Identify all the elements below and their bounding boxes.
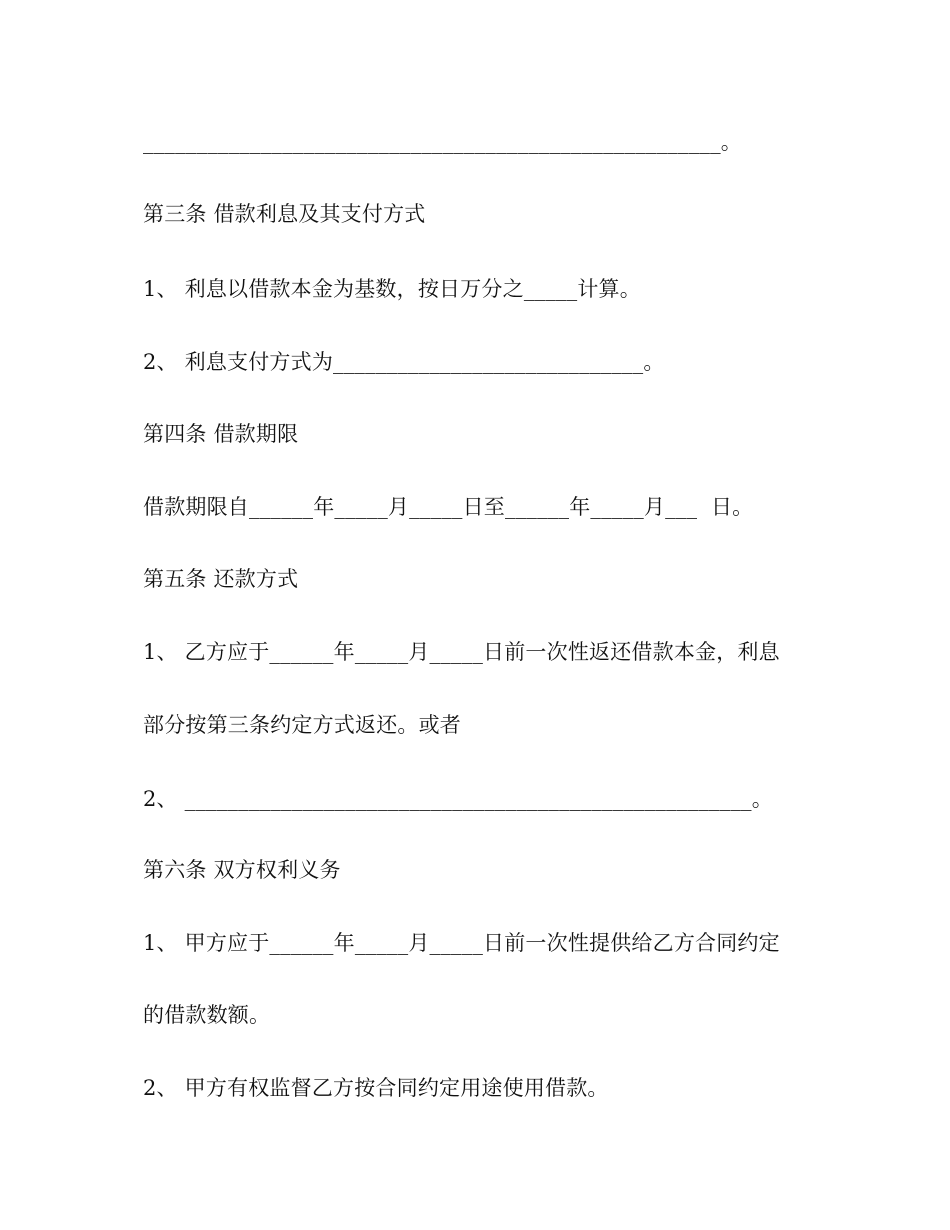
article-3-heading: 第三条 借款利息及其支付方式: [143, 202, 426, 226]
article-3-item-2: 2、 利息支付方式为_____________________________。: [143, 350, 665, 374]
article-5-item-2: 2、 _____________________________________________________。: [143, 787, 773, 811]
article-5-heading: 第五条 还款方式: [143, 567, 299, 591]
article-6-item-1: 1、 甲方应于______年_____月_____日前一次性提供给乙方合同约定: [143, 931, 780, 955]
blank-line-continuation: ______________________________________________________。: [143, 130, 742, 154]
article-5-item-1-cont: 部分按第三条约定方式返还。或者: [143, 713, 461, 737]
article-5-item-1: 1、 乙方应于______年_____月_____日前一次性返还借款本金，利息: [143, 640, 780, 664]
article-6-heading: 第六条 双方权利义务: [143, 858, 341, 882]
article-4-heading: 第四条 借款期限: [143, 422, 299, 446]
article-4-term: 借款期限自______年_____月_____日至______年_____月___ 日。: [143, 495, 754, 519]
article-3-item-1: 1、 利息以借款本金为基数，按日万分之_____计算。: [143, 277, 641, 301]
article-6-item-2: 2、 甲方有权监督乙方按合同约定用途使用借款。: [143, 1076, 609, 1100]
article-6-item-1-cont: 的借款数额。: [143, 1003, 271, 1027]
